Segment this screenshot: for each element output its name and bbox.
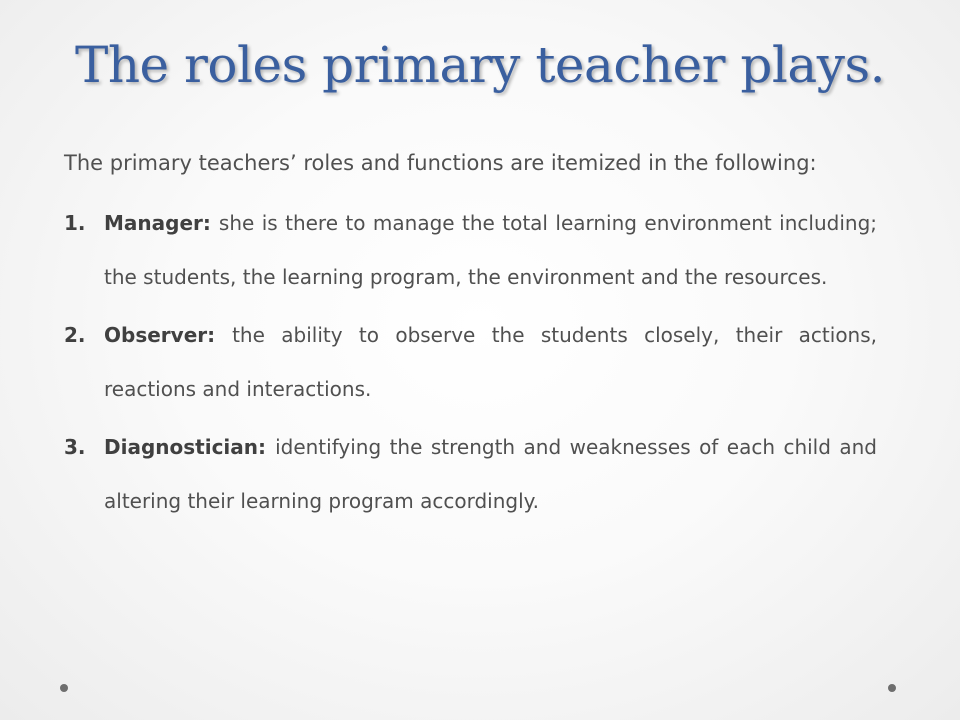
item-number: 3. bbox=[64, 435, 86, 459]
item-description: the ability to observe the students closely, their actions, reactions and interactions. bbox=[104, 323, 878, 401]
decorative-dot-left-icon bbox=[60, 684, 68, 692]
list-item-observer bbox=[64, 308, 877, 416]
list-item-diagnostician bbox=[64, 420, 877, 528]
decorative-dot-right-icon bbox=[888, 684, 896, 692]
item-number: 1. bbox=[64, 211, 86, 235]
item-description: she is there to manage the total learning environment including; the students, the learning program, the environment and the resources. bbox=[104, 211, 878, 289]
slide-content bbox=[64, 134, 877, 528]
item-number: 2. bbox=[64, 323, 86, 347]
item-term: Diagnostician: bbox=[104, 435, 276, 459]
item-description: identifying the strength and weaknesses of each child and altering their learning program accordingly. bbox=[104, 435, 877, 513]
list-item-manager bbox=[64, 196, 877, 304]
roles-list bbox=[64, 196, 877, 528]
intro-paragraph: The primary teachers’ roles and functions are itemized in the following: bbox=[64, 151, 817, 175]
item-term: Observer: bbox=[104, 323, 233, 347]
slide-title: The roles primary teacher plays. bbox=[74, 36, 886, 94]
item-term: Manager: bbox=[104, 211, 219, 235]
